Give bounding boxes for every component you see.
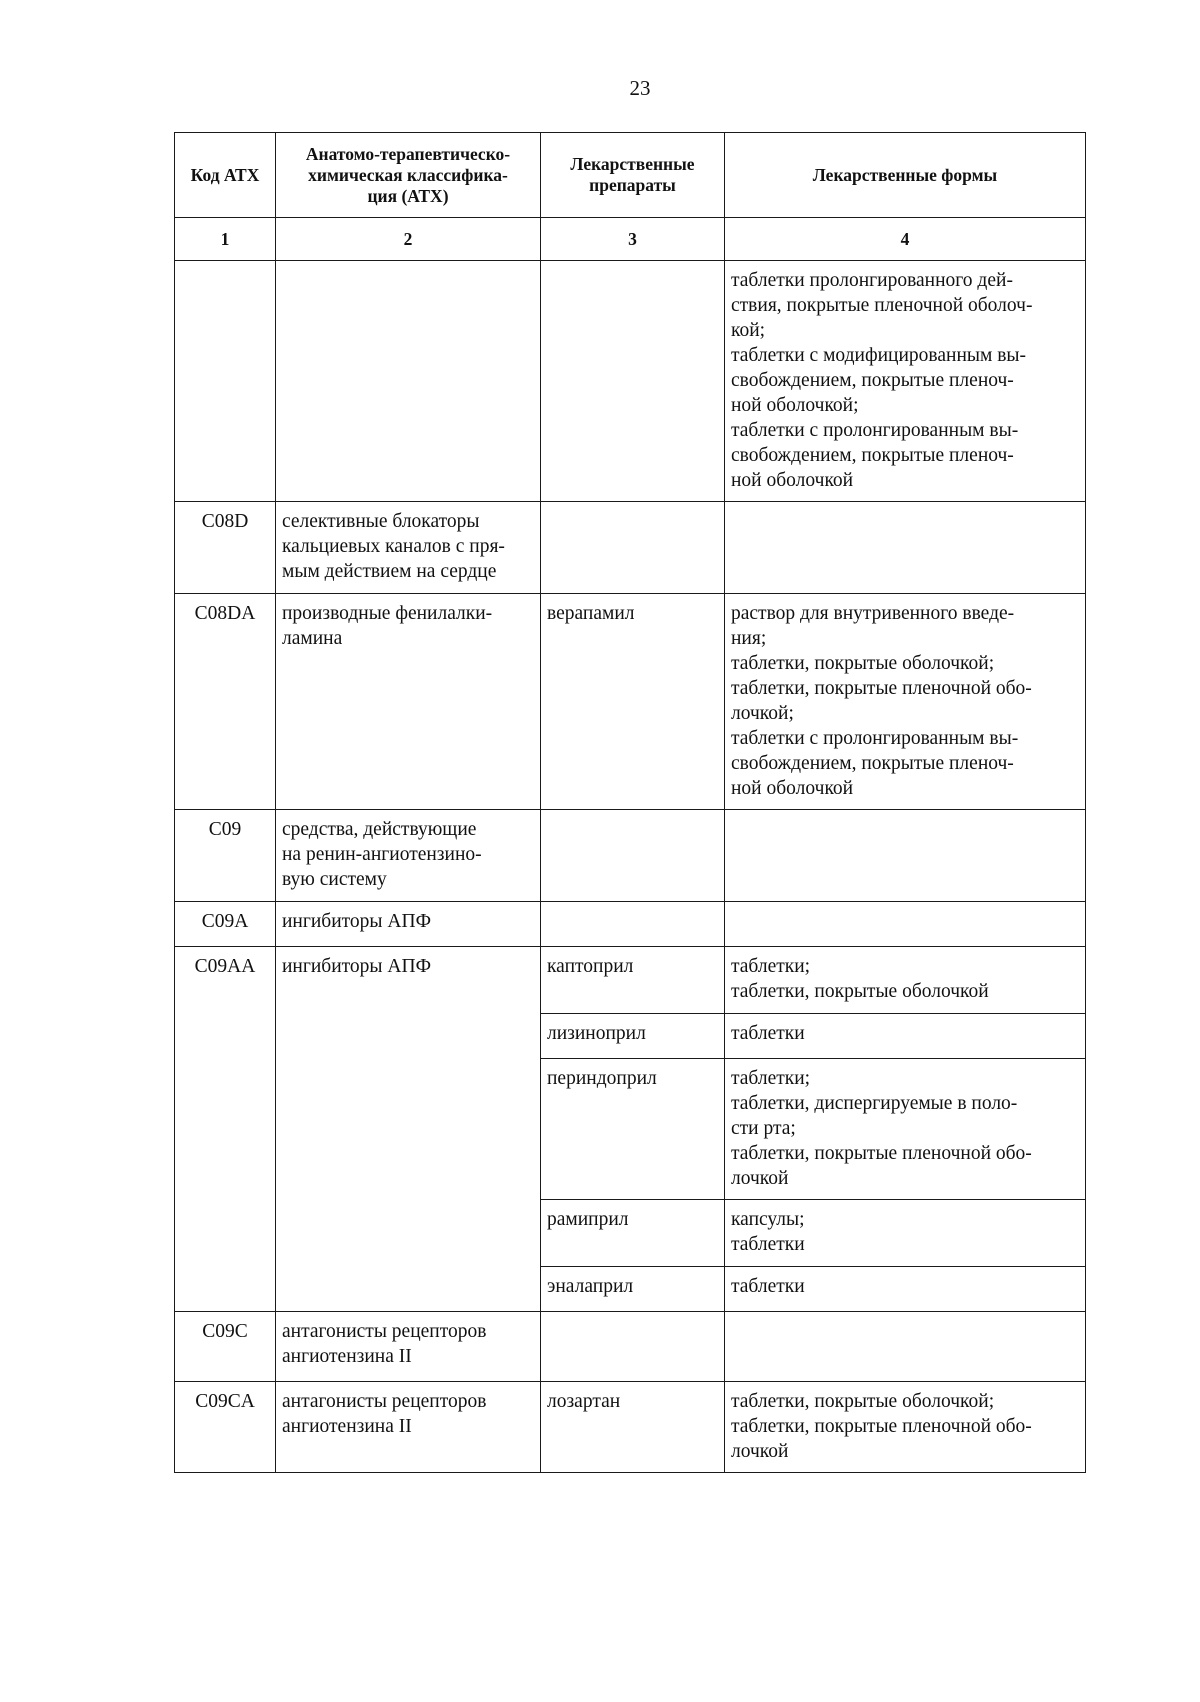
atx-code-cell (175, 261, 276, 502)
dosage-form-line: свобождением, покрытые пленоч- (731, 753, 1014, 774)
column-number: 2 (276, 218, 541, 261)
drug-cell: периндоприл (541, 1059, 725, 1200)
dosage-form-line: таблетки; (731, 1068, 811, 1089)
atx-table (174, 132, 1086, 1473)
dosage-forms-cell (725, 1382, 1086, 1473)
dosage-form-line: ной оболочкой (731, 470, 854, 491)
dosage-form-line: ния; (731, 628, 767, 649)
classification-line: мым действием на сердце (282, 561, 497, 582)
dosage-forms-cell (725, 1014, 1086, 1059)
dosage-form-line: таблетки, покрытые пленочной обо- (731, 1416, 1032, 1437)
classification-line: селективные блокаторы (282, 511, 480, 532)
page-number: 23 (629, 76, 651, 100)
classification-line: ламина (282, 628, 343, 649)
classification-cell (276, 947, 541, 1312)
classification-line: антагонисты рецепторов (282, 1321, 487, 1342)
atx-code-cell: C08D (175, 502, 276, 594)
classification-line: производные фенилалки- (282, 603, 493, 624)
drug-cell (541, 1312, 725, 1382)
table-row (175, 502, 1086, 594)
header-line: Код АТХ (190, 164, 260, 185)
classification-cell (276, 261, 541, 502)
dosage-form-line: кой; (731, 320, 766, 341)
atx-code-cell: C09CA (175, 1382, 276, 1473)
header-cell-code (175, 133, 276, 218)
drug-cell: лизиноприл (541, 1014, 725, 1059)
column-number: 1 (175, 218, 276, 261)
header-cell-classification (276, 133, 541, 218)
classification-cell (276, 810, 541, 902)
classification-line: на ренин-ангиотензино- (282, 844, 482, 865)
table-row (175, 1312, 1086, 1382)
dosage-form-line: ствия, покрытые пленочной оболоч- (731, 295, 1033, 316)
dosage-forms-cell (725, 261, 1086, 502)
drug-cell (541, 502, 725, 594)
atx-code-cell: C09 (175, 810, 276, 902)
classification-line: ангиотензина II (282, 1416, 412, 1437)
classification-line: антагонисты рецепторов (282, 1391, 487, 1412)
dosage-form-line: сти рта; (731, 1118, 796, 1139)
dosage-forms-cell (725, 1312, 1086, 1382)
column-number: 4 (725, 218, 1086, 261)
dosage-forms-cell (725, 902, 1086, 947)
classification-line: кальциевых каналов с пря- (282, 536, 505, 557)
atx-code-cell: C09C (175, 1312, 276, 1382)
classification-cell (276, 594, 541, 810)
dosage-form-line: свобождением, покрытые пленоч- (731, 370, 1014, 391)
table-row (175, 594, 1086, 810)
dosage-form-line: ной оболочкой (731, 778, 854, 799)
dosage-form-line: лочкой (731, 1441, 789, 1462)
header-cell-forms (725, 133, 1086, 218)
dosage-forms-cell (725, 594, 1086, 810)
dosage-form-line: таблетки (731, 1276, 805, 1297)
dosage-forms-cell (725, 1059, 1086, 1200)
column-number: 3 (541, 218, 725, 261)
classification-cell (276, 902, 541, 947)
dosage-form-line: таблетки с пролонгированным вы- (731, 728, 1019, 749)
table-row (175, 1382, 1086, 1473)
dosage-form-line: таблетки; (731, 956, 811, 977)
classification-line: вую систему (282, 869, 387, 890)
dosage-form-line: таблетки, покрытые оболочкой (731, 981, 989, 1002)
drug-cell (541, 261, 725, 502)
table-row (175, 947, 1086, 1014)
dosage-form-line: таблетки (731, 1234, 805, 1255)
classification-line: средства, действующие (282, 819, 477, 840)
dosage-form-line: лочкой (731, 1168, 789, 1189)
drug-cell (541, 902, 725, 947)
drug-cell (541, 810, 725, 902)
classification-line: ингибиторы АПФ (282, 956, 431, 977)
atx-code-cell: C09A (175, 902, 276, 947)
dosage-form-line: таблетки пролонгированного дей- (731, 270, 1013, 291)
dosage-form-line: таблетки, диспергируемые в поло- (731, 1093, 1018, 1114)
drug-cell: лозартан (541, 1382, 725, 1473)
dosage-form-line: свобождением, покрытые пленоч- (731, 445, 1014, 466)
dosage-form-line: таблетки с пролонгированным вы- (731, 420, 1019, 441)
header-line: препараты (589, 175, 676, 195)
dosage-forms-cell (725, 1200, 1086, 1267)
header-line: Лекарственные формы (812, 164, 998, 185)
dosage-form-line: раствор для внутривенного введе- (731, 603, 1015, 624)
classification-cell (276, 1312, 541, 1382)
atx-code-cell: C09AA (175, 947, 276, 1312)
drug-cell: эналаприл (541, 1267, 725, 1312)
dosage-form-line: лочкой; (731, 703, 794, 724)
dosage-forms-cell (725, 1267, 1086, 1312)
dosage-forms-cell (725, 502, 1086, 594)
table-body (175, 218, 1086, 1473)
dosage-form-line: ной оболочкой; (731, 395, 859, 416)
atx-code-cell: C08DA (175, 594, 276, 810)
dosage-form-line: таблетки, покрытые оболочкой; (731, 1391, 995, 1412)
header-line: ция (АТХ) (367, 185, 449, 206)
table-row (175, 902, 1086, 947)
table-row (175, 261, 1086, 502)
dosage-forms-cell (725, 810, 1086, 902)
header-line: химическая классифика- (308, 164, 508, 185)
header-cell-drugs (541, 133, 725, 218)
column-number-row (175, 218, 1086, 261)
dosage-forms-cell (725, 947, 1086, 1014)
classification-line: ангиотензина II (282, 1346, 412, 1367)
dosage-form-line: капсулы; (731, 1209, 805, 1230)
classification-cell (276, 1382, 541, 1473)
dosage-form-line: таблетки (731, 1023, 805, 1044)
table-row (175, 810, 1086, 902)
header-line: Анатомо-терапевтическо- (305, 143, 511, 164)
dosage-form-line: таблетки с модифицированным вы- (731, 345, 1026, 366)
dosage-form-line: таблетки, покрытые пленочной обо- (731, 1143, 1032, 1164)
classification-line: ингибиторы АПФ (282, 911, 431, 932)
drug-cell: рамиприл (541, 1200, 725, 1267)
header-row (175, 133, 1086, 218)
drug-cell: каптоприл (541, 947, 725, 1014)
dosage-form-line: таблетки, покрытые пленочной обо- (731, 678, 1032, 699)
classification-cell (276, 502, 541, 594)
drug-cell: верапамил (541, 594, 725, 810)
header-line: Лекарственные (570, 154, 695, 174)
dosage-form-line: таблетки, покрытые оболочкой; (731, 653, 995, 674)
